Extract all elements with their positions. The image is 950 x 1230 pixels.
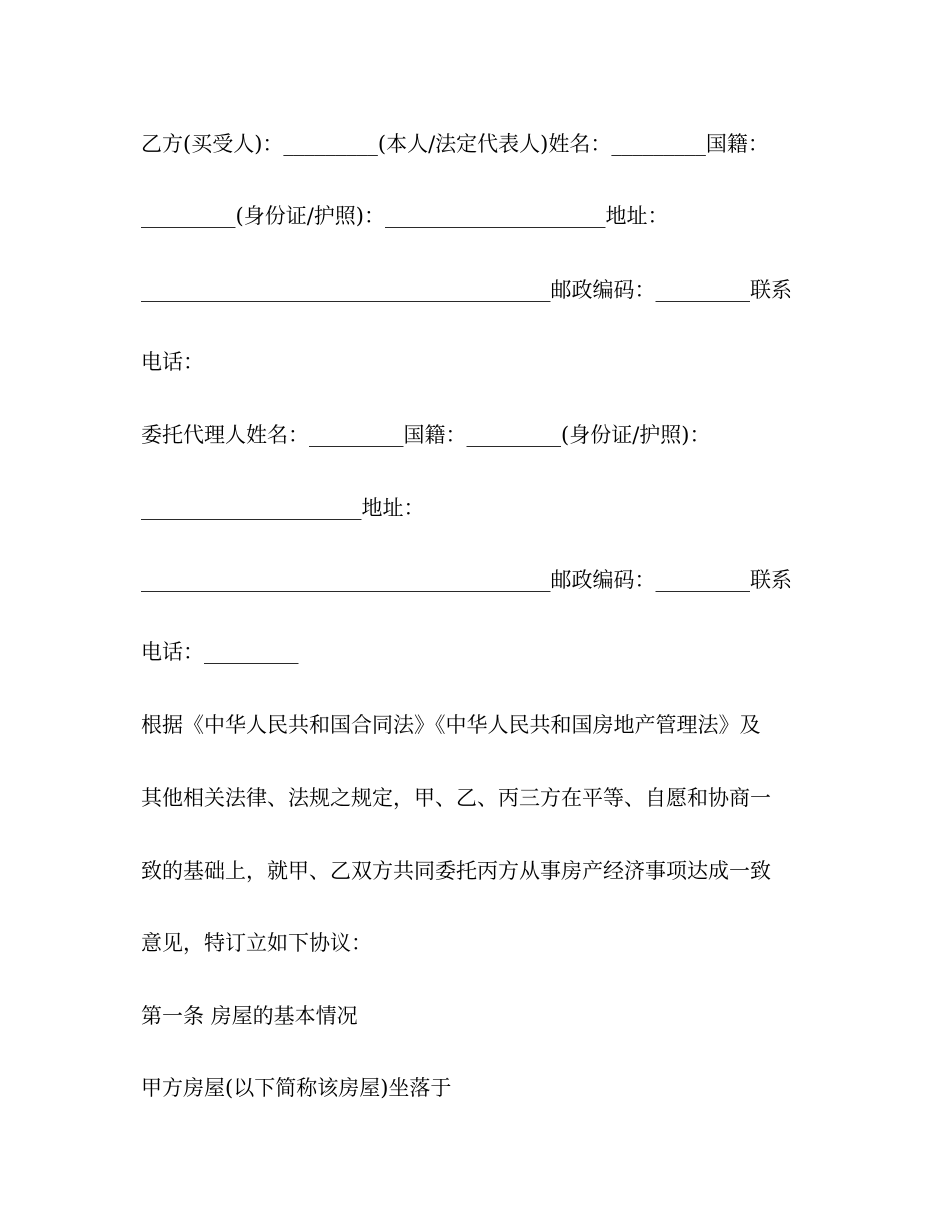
article-one-heading: 第一条 房屋的基本情况 [141, 1004, 358, 1028]
preamble-line-2: 其他相关法律、法规之规定，甲、乙、丙三方在平等、自愿和协商一 [141, 786, 771, 810]
preamble-line-3: 致的基础上，就甲、乙双方共同委托丙方从事房产经济事项达成一致 [141, 859, 771, 883]
agent-address-line: _____________________地址： [141, 496, 425, 520]
agent-postcode-line: _______________________________________邮政编码：_________联系 [141, 568, 792, 592]
preamble-line-4: 意见，特订立如下协议： [141, 931, 372, 955]
preamble-line-1: 根据《中华人民共和国合同法》《中华人民共和国房地产管理法》及 [141, 713, 761, 737]
buyer-postcode-line: _______________________________________邮政编码：_________联系 [141, 278, 792, 302]
agent-name-line: 委托代理人姓名：_________国籍：_________(身份证/护照)： [141, 423, 711, 447]
buyer-party-line: 乙方(买受人)：_________(本人/法定代表人)姓名：_________国籍： [141, 132, 769, 156]
agent-phone-line: 电话：_________ [141, 640, 299, 664]
buyer-phone-line: 电话： [141, 350, 204, 374]
buyer-id-address-line: _________(身份证/护照)：_____________________地址： [141, 204, 669, 228]
article-one-text: 甲方房屋(以下简称该房屋)坐落于 [141, 1076, 452, 1100]
